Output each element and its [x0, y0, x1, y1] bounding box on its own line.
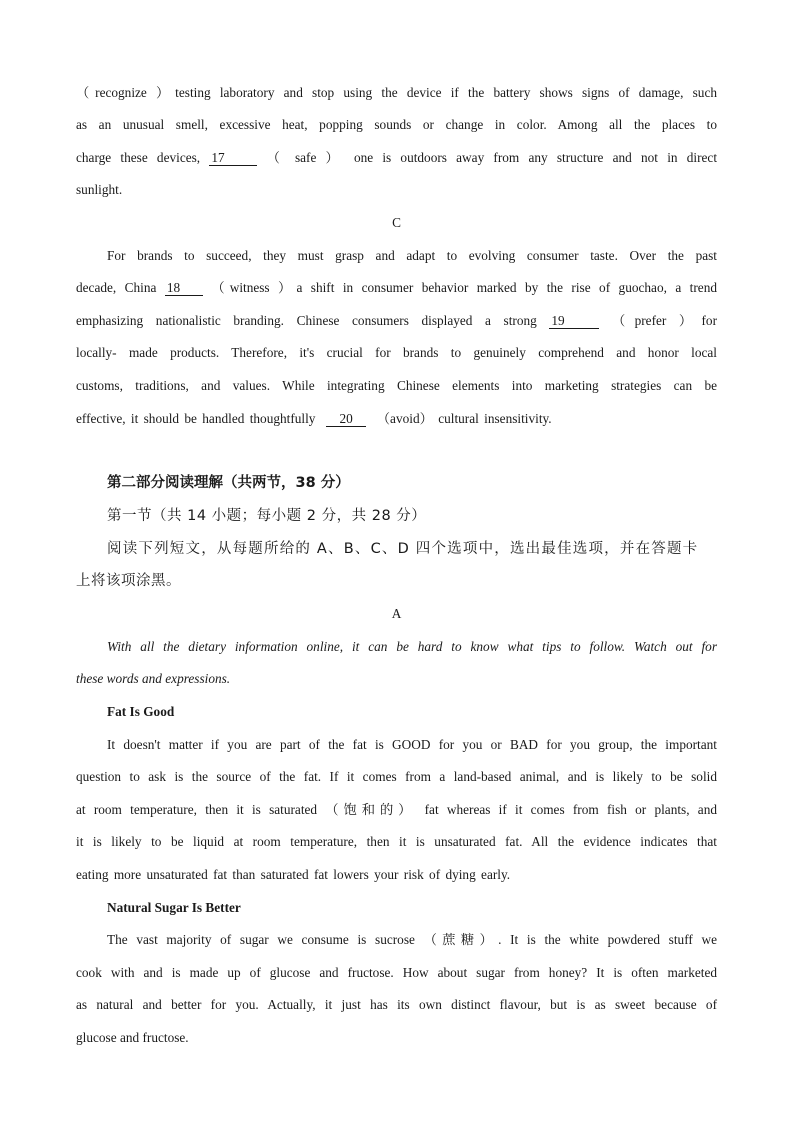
paragraph-line: customs, traditions, and values. While integrating Chinese elements into marketing strategies can be: [76, 378, 717, 393]
text-segment: decade, China: [76, 280, 157, 295]
paragraph-line: eating more unsaturated fat than saturated fat lowers your risk of dying early.: [76, 867, 511, 882]
text-segment: （prefer ）for: [612, 313, 717, 328]
paragraph-line: as natural and better for you. Actually, it just has its own distinct flavour, but is as sweet because of: [76, 997, 717, 1012]
paragraph-line: glucose and fructose.: [76, 1030, 189, 1045]
paragraph-line: sunlight.: [76, 182, 123, 197]
paragraph-line: [76, 279, 717, 297]
paragraph-line: [76, 410, 717, 428]
paragraph-line: as an unusual smell, excessive heat, popping sounds or change in color. Among all the places to: [76, 117, 717, 132]
instruction-line: 阅读下列短文，从每题所给的 A、B、C、D 四个选项中，选出最佳选项，并在答题卡: [107, 541, 699, 557]
blank-18: 18: [165, 280, 203, 296]
text-segment: charge these devices,: [76, 150, 201, 165]
paragraph-line: cook with and is made up of glucose and fructose. How about sugar from honey? It is often marketed: [76, 965, 717, 980]
blank-17: 17: [209, 150, 257, 166]
paragraph-line: The vast majority of sugar we consume is sucrose （蔗糖）. It is the white powdered stuff we: [107, 932, 717, 947]
text-segment: emphasizing nationalistic branding. Chinese consumers displayed a strong: [76, 313, 537, 328]
intro-line: With all the dietary information online, it can be hard to know what tips to follow. Watch out for: [107, 639, 717, 654]
section-label-c: C: [392, 215, 401, 230]
part-heading: 第二部分阅读理解（共两节，38 分）: [107, 475, 350, 491]
text-segment: （avoid） cultural insensitivity.: [376, 411, 552, 426]
subsection-title-fat: Fat Is Good: [107, 704, 175, 719]
blank-19: 19: [549, 313, 599, 329]
section-label-a: A: [391, 606, 402, 621]
paragraph-line: locally- made products. Therefore, it's crucial for brands to genuinely comprehend and honor local: [76, 345, 717, 360]
text-segment: effective, it should be handled thoughtfully: [76, 411, 316, 426]
subsection-title-sugar: Natural Sugar Is Better: [107, 900, 241, 915]
paragraph-line: at room temperature, then it is saturated （饱和的） fat whereas if it comes from fish or plants, and: [76, 802, 717, 817]
paragraph-line: [76, 149, 717, 167]
text-segment: （witness ）a shift in consumer behavior marked by the rise of guochao, a trend: [211, 280, 718, 295]
section-subheading: 第一节（共 14 小题；每小题 2 分，共 28 分）: [107, 508, 427, 524]
paragraph-line: it is likely to be liquid at room temperature, then it is unsaturated fat. All the evidence indicates that: [76, 834, 717, 849]
paragraph-line: [76, 312, 717, 330]
paragraph-line: It doesn't matter if you are part of the fat is GOOD for you or BAD for you group, the important: [107, 737, 717, 752]
instruction-line: 上将该项涂黑。: [76, 573, 181, 589]
paragraph-line: （recognize ）testing laboratory and stop using the device if the battery shows signs of damage, such: [76, 85, 717, 100]
intro-line: these words and expressions.: [76, 671, 231, 686]
paragraph-line: question to ask is the source of the fat. If it comes from a land-based animal, and is likely to be solid: [76, 769, 717, 784]
blank-20: 20: [326, 411, 366, 427]
paragraph-line: For brands to succeed, they must grasp and adapt to evolving consumer taste. Over the past: [107, 248, 717, 263]
text-segment: （ safe ） one is outdoors away from any structure and not in direct: [266, 150, 718, 165]
